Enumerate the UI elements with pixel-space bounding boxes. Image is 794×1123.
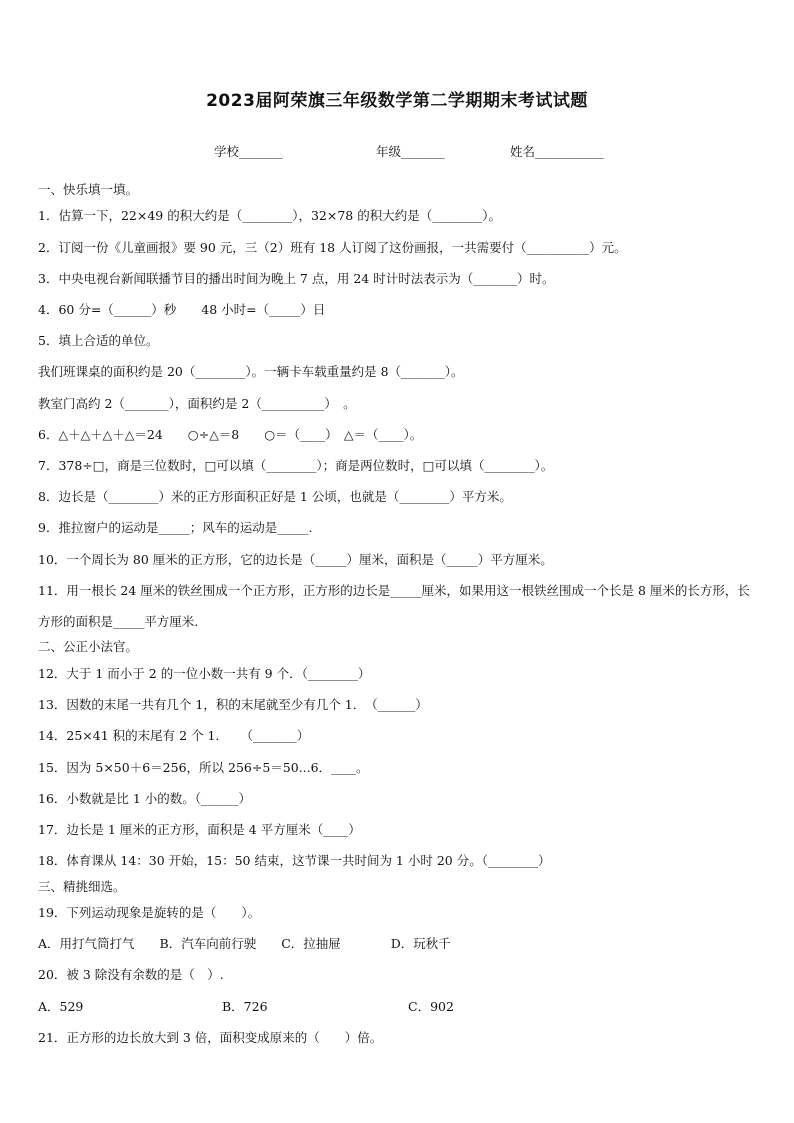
page-title: 2023届阿荣旗三年级数学第二学期期末考试试题 [206,91,588,111]
question-20-option-b: B．726 [222,999,268,1014]
name-field: 姓名___________ [510,144,604,159]
question-2: 2．订阅一份《儿童画报》要 90 元，三（2）班有 18 人订阅了这份画报，一共需要付（__________）元。 [38,240,627,255]
section-heading-choice: 三、精挑细选。 [38,879,126,894]
question-19-options: A．用打气筒打气 B．汽车向前行驶 C．拉抽屉 D．玩秋千 [38,936,451,951]
question-10: 10．一个周长为 80 厘米的正方形，它的边长是（_____）厘米，面积是（_____）平方厘米。 [38,552,553,567]
question-16: 16．小数就是比 1 小的数。（______） [38,791,252,806]
question-9: 9．推拉窗户的运动是_____；风车的运动是_____. [38,520,313,535]
question-12: 12．大于 1 而小于 2 的一位小数一共有 9 个．（________） [38,666,371,681]
question-5-part-a: 我们班课桌的面积约是 20（________）。一辆卡车载重量约是 8（_______）。 [38,364,464,379]
question-13: 13．因数的末尾一共有几个 1，积的末尾就至少有几个 1． （______） [38,697,428,712]
question-14: 14．25×41 积的末尾有 2 个 1． （_______） [38,728,310,743]
question-20-option-a: A．529 [38,999,84,1014]
question-5: 5．填上合适的单位。 [38,333,159,348]
question-5-part-b: 教室门高约 2（_______），面积约是 2（__________） 。 [38,396,356,411]
question-3: 3．中央电视台新闻联播节目的播出时间为晚上 7 点，用 24 时计时法表示为（_______）时。 [38,271,555,286]
school-field: 学校_______ [214,144,283,159]
question-21: 21．正方形的边长放大到 3 倍，面积变成原来的（ ）倍。 [38,1030,383,1045]
question-7: 7．378÷□，商是三位数时，□可以填（________）；商是两位数时，□可以填（________）。 [38,458,554,473]
question-20: 20．被 3 除没有余数的是（ ）. [38,967,224,982]
question-17: 17．边长是 1 厘米的正方形，面积是 4 平方厘米（____） [38,822,361,837]
grade-field: 年级_______ [376,144,445,159]
question-1: 1．估算一下，22×49 的积大约是（________），32×78 的积大约是（________）。 [38,208,501,223]
question-4: 4．60 分=（______）秒 48 小时=（_____）日 [38,302,326,317]
question-11: 11．用一根长 24 厘米的铁丝围成一个正方形，正方形的边长是_____厘米，如果用这一根铁丝围成一个长是 8 厘米的长方形，长方形的面积是_____平方厘米. [38,583,750,629]
question-18: 18．体育课从 14：30 开始，15：50 结束，这节课一共时间为 1 小时 20 分。（________） [38,853,551,868]
question-8: 8．边长是（________）米的正方形面积正好是 1 公顷，也就是（________）平方米。 [38,489,512,504]
question-15: 15．因为 5×50＋6＝256，所以 256÷5＝50...6．____。 [38,760,369,775]
question-6: 6．△＋△＋△＋△＝24 ○÷△＝8 ○＝（____） △＝（____）。 [38,427,423,442]
section-heading-fill-in: 一、快乐填一填。 [38,182,139,197]
question-19: 19．下列运动现象是旋转的是（ ）。 [38,905,261,920]
question-20-option-c: C．902 [408,999,454,1014]
section-heading-true-false: 二、公正小法官。 [38,639,139,654]
